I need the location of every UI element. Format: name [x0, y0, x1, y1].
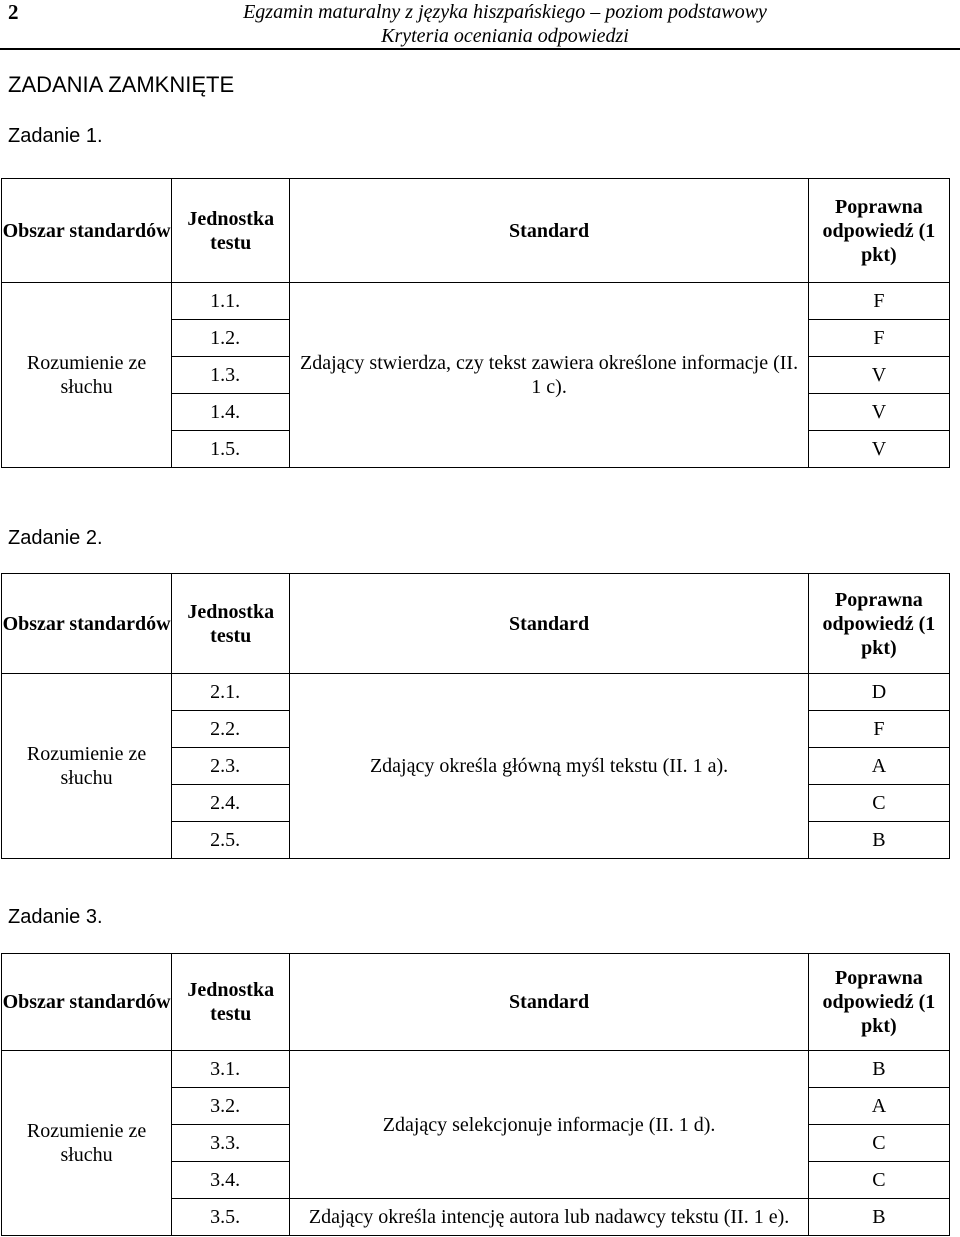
unit-cell: 1.4. — [172, 394, 290, 431]
col-header-area-text: Obszar standardów — [2, 612, 171, 635]
answer-cell: B — [808, 1051, 949, 1088]
table-header-row — [2, 574, 950, 674]
unit-cell: 2.5. — [172, 822, 290, 859]
answer-cell: F — [808, 320, 949, 357]
unit-cell: 1.5. — [172, 431, 290, 468]
col-header-unit-text: Jednostka testu — [187, 600, 275, 647]
col-header-unit-text: Jednostka testu — [187, 979, 275, 1025]
unit-cell: 3.2. — [172, 1088, 290, 1125]
unit-cell: 2.4. — [172, 785, 290, 822]
area-cell: Rozumienie ze słuchu — [2, 674, 172, 859]
unit-cell: 1.3. — [172, 357, 290, 394]
answer-cell: C — [808, 1125, 949, 1162]
unit-cell: 1.1. — [172, 283, 290, 320]
task-3-table — [1, 953, 950, 1236]
unit-cell: 2.2. — [172, 711, 290, 748]
col-header-area — [2, 179, 172, 283]
page-header — [0, 0, 960, 50]
unit-cell: 1.2. — [172, 320, 290, 357]
table-header-row — [2, 179, 950, 283]
header-title-line1: Egzamin maturalny z języka hiszpańskiego – poziom podstawowy — [243, 1, 767, 23]
answer-cell: A — [808, 1088, 949, 1125]
col-header-area-text: Obszar standardów — [2, 219, 171, 242]
col-header-area — [2, 954, 172, 1051]
col-header-unit-text: Jednostka testu — [187, 207, 275, 254]
page-number: 2 — [8, 0, 19, 24]
col-header-standard: Standard — [290, 574, 809, 674]
answer-cell: B — [808, 1199, 949, 1236]
task-2-table — [1, 573, 950, 859]
col-header-answer — [808, 574, 949, 674]
col-header-standard: Standard — [290, 954, 809, 1051]
standard-cell: Zdający określa intencję autora lub nadawcy tekstu (II. 1 e). — [290, 1199, 809, 1236]
answer-cell: F — [808, 711, 949, 748]
header-title — [200, 0, 810, 48]
answer-cell: V — [808, 431, 949, 468]
header-title-line2: Kryteria oceniania odpowiedzi — [381, 25, 629, 47]
answer-cell: C — [808, 1162, 949, 1199]
section-title: ZADANIA ZAMKNIĘTE — [8, 72, 235, 97]
unit-cell: 3.3. — [172, 1125, 290, 1162]
answer-cell: A — [808, 748, 949, 785]
answer-cell: D — [808, 674, 949, 711]
answer-cell: V — [808, 394, 949, 431]
col-header-answer-text: Poprawna odpowiedź (1 pkt) — [822, 967, 936, 1037]
area-cell: Rozumienie ze słuchu — [2, 283, 172, 468]
task-1-table — [1, 178, 950, 468]
unit-cell: 3.5. — [172, 1199, 290, 1236]
answer-cell: C — [808, 785, 949, 822]
unit-cell: 3.1. — [172, 1051, 290, 1088]
col-header-unit — [172, 954, 290, 1051]
table-row — [2, 283, 950, 320]
answer-cell: V — [808, 357, 949, 394]
unit-cell: 3.4. — [172, 1162, 290, 1199]
col-header-answer-text: Poprawna odpowiedź (1 pkt) — [822, 195, 936, 266]
standard-cell: Zdający stwierdza, czy tekst zawiera określone informacje (II. 1 c). — [290, 283, 809, 468]
col-header-area-text: Obszar standardów — [2, 991, 171, 1013]
task-label: Zadanie 2. — [8, 527, 103, 549]
standard-cell: Zdający określa główną myśl tekstu (II. 1 a). — [290, 674, 809, 859]
col-header-unit — [172, 574, 290, 674]
col-header-answer — [808, 179, 949, 283]
col-header-standard: Standard — [290, 179, 809, 283]
table-row — [2, 1051, 950, 1088]
area-cell: Rozumienie ze słuchu — [2, 1051, 172, 1236]
col-header-area — [2, 574, 172, 674]
task-label: Zadanie 1. — [8, 125, 103, 147]
table-header-row — [2, 954, 950, 1051]
standard-cell: Zdający selekcjonuje informacje (II. 1 d). — [290, 1051, 809, 1199]
unit-cell: 2.1. — [172, 674, 290, 711]
table-row — [2, 674, 950, 711]
answer-cell: B — [808, 822, 949, 859]
col-header-answer-text: Poprawna odpowiedź (1 pkt) — [822, 588, 936, 659]
unit-cell: 2.3. — [172, 748, 290, 785]
col-header-answer — [808, 954, 949, 1051]
col-header-unit — [172, 179, 290, 283]
task-label: Zadanie 3. — [8, 906, 103, 928]
answer-cell: F — [808, 283, 949, 320]
